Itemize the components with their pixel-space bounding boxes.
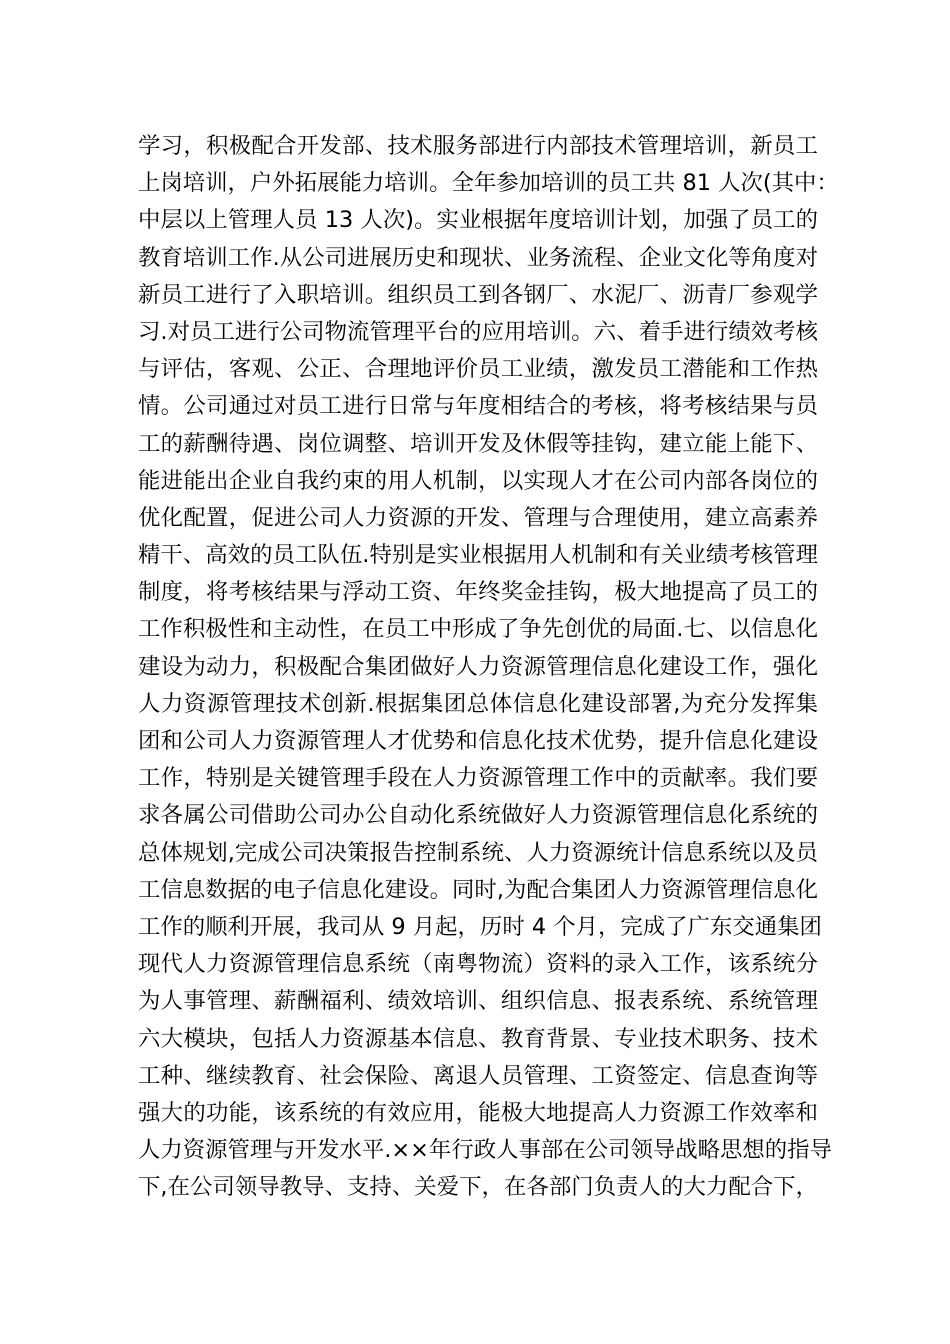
text-line: 能进能出企业自我约束的用人机制，以实现人才在公司内部各岗位的 xyxy=(138,467,818,494)
text-line: 上岗培训，户外拓展能力培训。全年参加培训的员工共 81 人次(其中： xyxy=(138,170,839,197)
text-line: 求各属公司借助公司办公自动化系统做好人力资源管理信息化系统的 xyxy=(138,802,818,829)
text-line: 总体规划,完成公司决策报告控制系统、人力资源统计信息系统以及员 xyxy=(138,839,818,866)
text-line: 为人事管理、薪酬福利、绩效培训、组织信息、报表系统、系统管理 xyxy=(138,988,818,1015)
text-line: 工的薪酬待遇、岗位调整、培训开发及休假等挂钩，建立能上能下、 xyxy=(138,430,818,457)
text-line: 工作积极性和主动性，在员工中形成了争先创优的局面.七、以信息化 xyxy=(138,616,818,643)
text-line: 学习，积极配合开发部、技术服务部进行内部技术管理培训，新员工 xyxy=(138,133,818,159)
text-line: 工作，特别是关键管理手段在人力资源管理工作中的贡献率。我们要 xyxy=(138,765,818,792)
text-line: 下,在公司领导教导、支持、关爱下，在各部门负责人的大力配合下， xyxy=(138,1174,818,1201)
text-line: 教育培训工作.从公司进展历史和现状、业务流程、企业文化等角度对 xyxy=(138,244,818,271)
body-text xyxy=(138,128,839,1206)
text-line: 强大的功能，该系统的有效应用，能极大地提高人力资源工作效率和 xyxy=(138,1099,818,1126)
text-line: 建设为动力，积极配合集团做好人力资源管理信息化建设工作，强化 xyxy=(138,653,818,680)
text-line: 人力资源管理技术创新.根据集团总体信息化建设部署,为充分发挥集 xyxy=(138,690,818,717)
text-line: 人力资源管理与开发水平.××年行政人事部在公司领导战略思想的指导 xyxy=(138,1137,832,1164)
text-line: 工种、继续教育、社会保险、离退人员管理、工资签定、信息查询等 xyxy=(138,1062,818,1089)
text-line: 制度，将考核结果与浮动工资、年终奖金挂钩，极大地提高了员工的 xyxy=(138,579,818,606)
text-line: 与评估，客观、公正、合理地评价员工业绩，激发员工潜能和工作热 xyxy=(138,356,818,383)
text-line: 工作的顺利开展，我司从 9 月起，历时 4 个月，完成了广东交通集团 xyxy=(138,913,822,940)
text-line: 六大模块，包括人力资源基本信息、教育背景、专业技术职务、技术 xyxy=(138,1025,818,1052)
text-line: 精干、高效的员工队伍.特别是实业根据用人机制和有关业绩考核管理 xyxy=(138,542,818,569)
text-line: 团和公司人力资源管理人才优势和信息化技术优势，提升信息化建设 xyxy=(138,728,818,754)
text-line: 情。公司通过对员工进行日常与年度相结合的考核，将考核结果与员 xyxy=(138,393,818,420)
text-line: 中层以上管理人员 13 人次)。实业根据年度培训计划，加强了员工的 xyxy=(138,207,818,234)
text-line: 优化配置，促进公司人力资源的开发、管理与合理使用，建立高素养 xyxy=(138,504,818,531)
text-line: 工信息数据的电子信息化建设。同时,为配合集团人力资源管理信息化 xyxy=(138,876,818,903)
text-line: 新员工进行了入职培训。组织员工到各钢厂、水泥厂、沥青厂参观学 xyxy=(138,281,818,308)
text-line: 现代人力资源管理信息系统（南粤物流）资料的录入工作，该系统分 xyxy=(138,951,818,978)
text-line: 习.对员工进行公司物流管理平台的应用培训。六、着手进行绩效考核 xyxy=(138,318,818,345)
